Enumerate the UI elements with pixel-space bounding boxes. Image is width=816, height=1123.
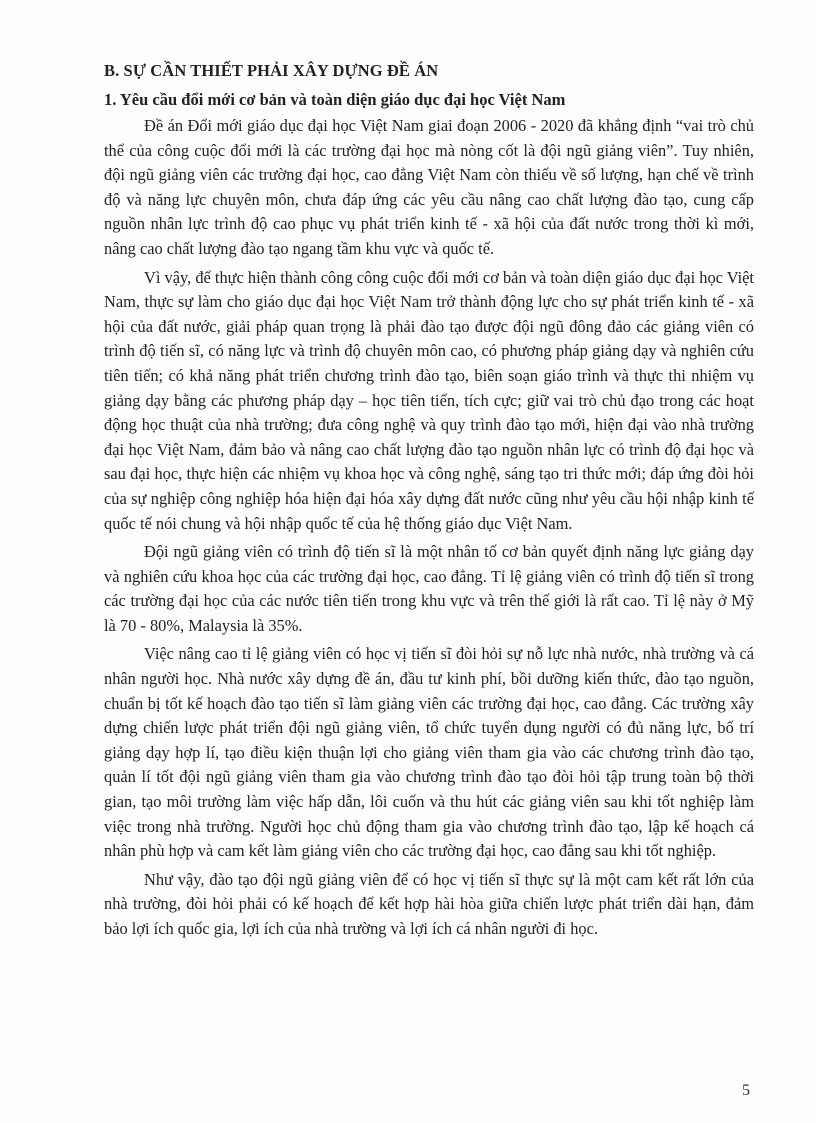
page-number: 5 [742, 1082, 750, 1099]
paragraph-2: Vì vậy, để thực hiện thành công công cuộc đổi mới cơ bản và toàn diện giáo dục đại học Việt Nam, thực sự làm cho giáo dục đại học Việt Nam trở thành động lực cho sự phát triển kinh tế - xã hội của đất nước, giải pháp quan trọng là phải đào tạo được đội ngũ đông đảo các giảng viên có trình độ tiến sĩ, có năng lực và trình độ chuyên môn cao, có phương pháp giảng dạy và nghiên cứu tiên tiến; có khả năng phát triển chương trình đào tạo, biên soạn giáo trình và thực thi nhiệm vụ giảng dạy bằng các phương pháp dạy – học tiên tiến, tích cực; giữ vai trò chủ đạo trong các hoạt động học thuật của nhà trường; đưa công nghệ và quy trình đào tạo mới, hiện đại vào nhà trường đại học Việt Nam, đảm bảo và nâng cao chất lượng đào tạo nguồn nhân lực có trình độ đại học và sau đại học, thực hiện các nhiệm vụ khoa học và công nghệ, sáng tạo tri thức mới; đáp ứng đòi hỏi của sự nghiệp công nghiệp hóa hiện đại hóa xây dựng đất nước cũng như yêu cầu hội nhập kinh tế quốc tế nói chung và hội nhập quốc tế của hệ thống giáo dục Việt Nam. [104, 267, 754, 533]
paragraph-4: Việc nâng cao tỉ lệ giảng viên có học vị tiến sĩ đòi hỏi sự nỗ lực nhà nước, nhà trường và cá nhân người học. Nhà nước xây dựng đề án, đầu tư kinh phí, bồi dưỡng kiến thức, đào tạo nguồn, chuẩn bị tốt kế hoạch đào tạo tiến sĩ làm giảng viên các trường đại học, cao đẳng. Các trường xây dựng chiến lược phát triển đội ngũ giảng viên, tổ chức tuyển dụng người có đủ năng lực, bố trí giảng dạy hợp lí, tạo điều kiện thuận lợi cho giảng viên tham gia vào các chương trình đào tạo, quản lí tốt đội ngũ giảng viên tham gia vào chương trình đào tạo đòi hỏi tập trung toàn bộ thời gian, tạo môi trường làm việc hấp dẫn, lôi cuốn và thu hút các giảng viên sau khi tốt nghiệp làm việc trong nhà trường. Người học chủ động tham gia vào chương trình đào tạo, lập kế hoạch cá nhân phù hợp và cam kết làm giảng viên cho các trường đại học, cao đẳng sau khi tốt nghiệp. [104, 644, 754, 861]
paragraph-5: Như vậy, đào tạo đội ngũ giảng viên để có học vị tiến sĩ thực sự là một cam kết rất lớn của nhà trường, đòi hỏi phải có kế hoạch để kết hợp hài hòa giữa chiến lược phát triển dài hạn, đảm bảo lợi ích quốc gia, lợi ích của nhà trường và lợi ích cá nhân người đi học. [104, 869, 754, 938]
paragraph-1: Đề án Đổi mới giáo dục đại học Việt Nam giai đoạn 2006 - 2020 đã khẳng định “vai trò chủ thể của công cuộc đổi mới là các trường đại học mà nòng cốt là đội ngũ giảng viên”. Tuy nhiên, đội ngũ giảng viên các trường đại học, cao đẳng Việt Nam còn thiếu về số lượng, hạn chế về trình độ và năng lực chuyên môn, chưa đáp ứng các yêu cầu nâng cao chất lượng đào tạo, cung cấp nguồn nhân lực trình độ cao phục vụ phát triển kinh tế - xã hội của đất nước trong thời kì mới, nâng cao chất lượng đào tạo ngang tầm khu vực và quốc tế. [104, 116, 754, 258]
subsection-heading: 1. Yêu cầu đổi mới cơ bản và toàn diện giáo dục đại học Việt Nam [104, 90, 566, 109]
paragraph-3: Đội ngũ giảng viên có trình độ tiến sĩ là một nhân tố cơ bản quyết định năng lực giảng dạy và nghiên cứu khoa học của các trường đại học, cao đẳng. Tỉ lệ giảng viên có trình độ tiến sĩ trong các trường đại học của các nước tiên tiến trong khu vực và trên thế giới là rất cao. Tỉ lệ này ở Mỹ là 70 - 80%, Malaysia là 35%. [104, 542, 754, 635]
body-text [104, 114, 754, 942]
section-heading: B. SỰ CẦN THIẾT PHẢI XÂY DỰNG ĐỀ ÁN [104, 61, 439, 80]
